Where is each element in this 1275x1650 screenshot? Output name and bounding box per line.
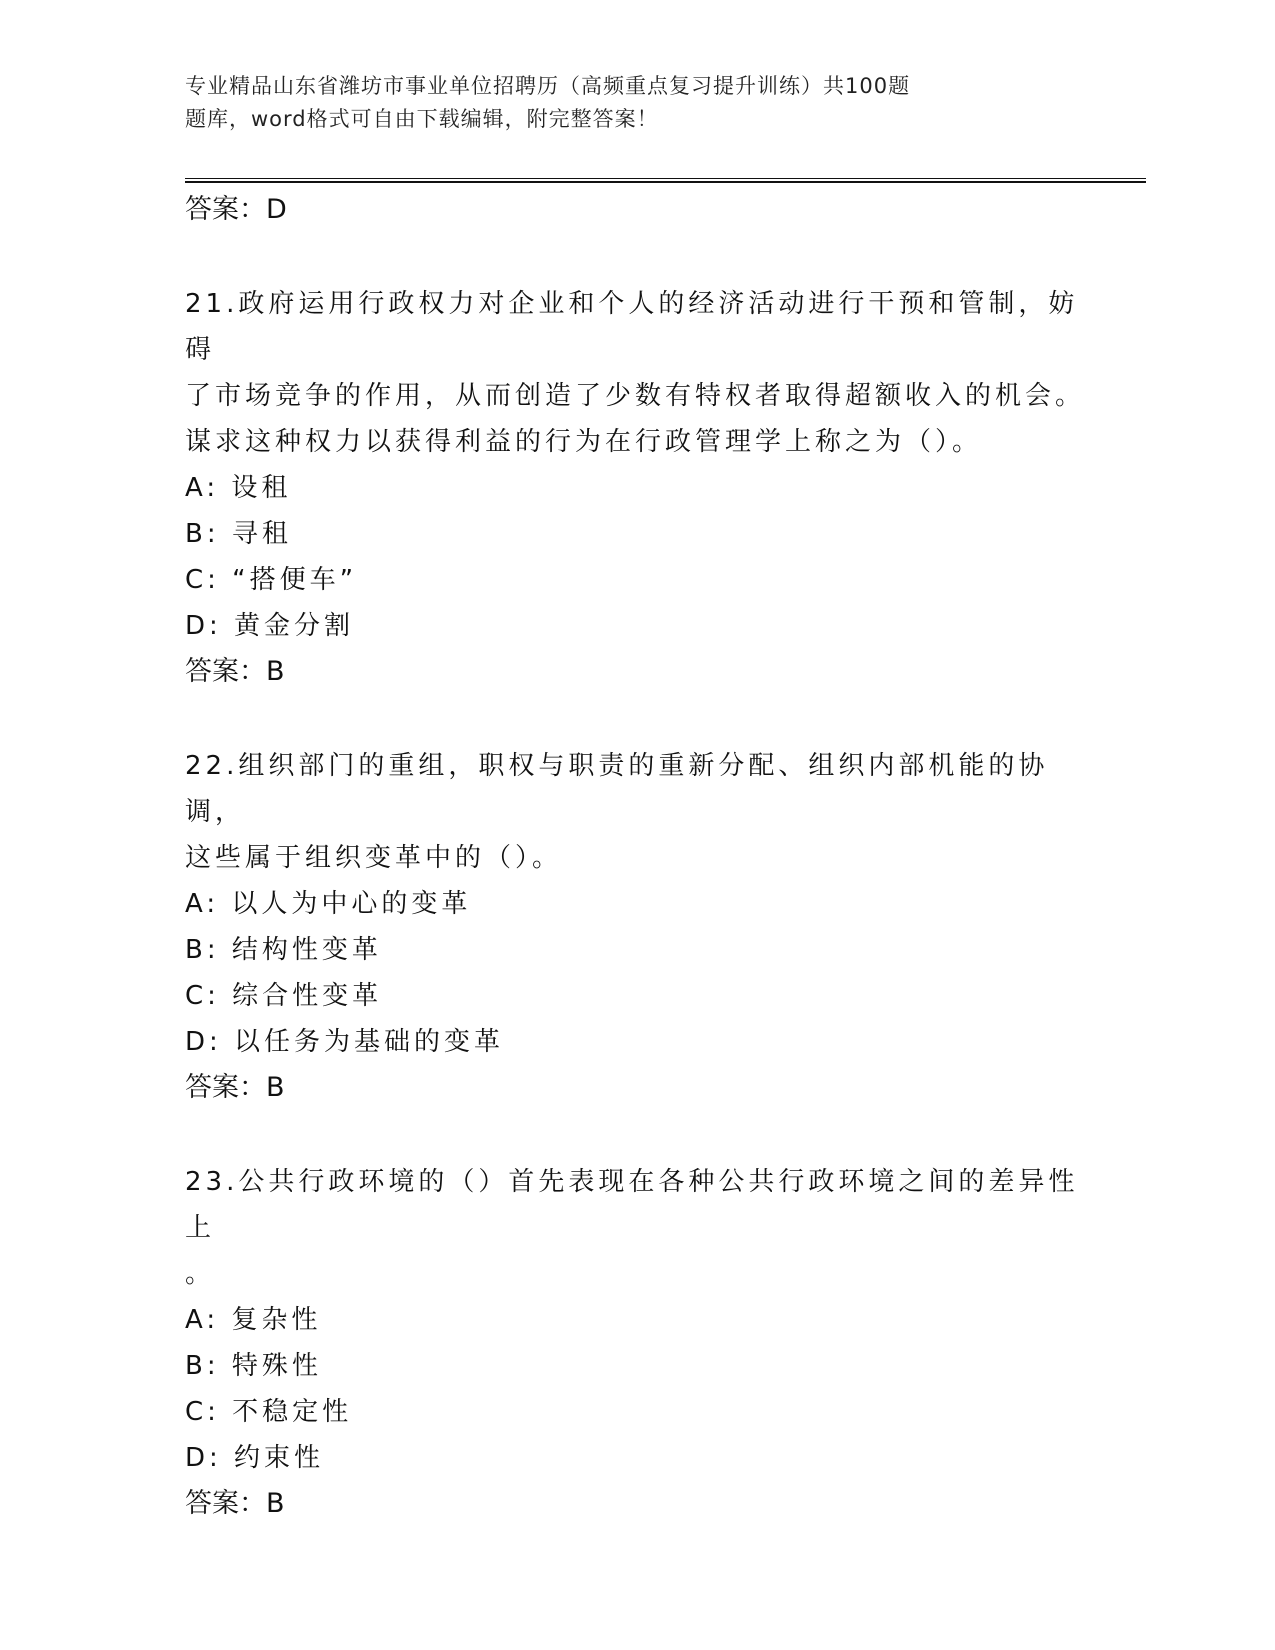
question-stem-line: 了市场竞争的作用，从而创造了少数有特权者取得超额收入的机会。 (185, 381, 1086, 411)
question-22 (185, 743, 1085, 1111)
header-line-2: 题库，word格式可自由下载编辑，附完整答案！ (185, 107, 659, 131)
option-b: B: 寻租 (185, 519, 292, 549)
option-c: C: “搭便车” (185, 565, 358, 595)
answer: 答案：B (185, 1488, 285, 1519)
answer-previous-question: 答案：D (185, 194, 287, 225)
option-d: D: 约束性 (185, 1443, 325, 1473)
header-line-1: 专业精品山东省潍坊市事业单位招聘历（高频重点复习提升训练）共100题 (185, 74, 911, 98)
option-b: B: 结构性变革 (185, 935, 382, 965)
option-a: A: 以人为中心的变革 (185, 889, 472, 919)
answer: 答案：B (185, 656, 285, 687)
option-a: A: 设租 (185, 473, 292, 503)
question-stem-line: 23.公共行政环境的（）首先表现在各种公共行政环境之间的差异性上 (185, 1167, 1079, 1243)
question-23 (185, 1159, 1085, 1527)
question-stem-line: 21.政府运用行政权力对企业和个人的经济活动进行干预和管制，妨碍 (185, 289, 1079, 365)
option-c: C: 不稳定性 (185, 1397, 353, 1427)
header-rule (185, 178, 1146, 183)
question-stem-line: 22.组织部门的重组，职权与职责的重新分配、组织内部机能的协调， (185, 751, 1049, 827)
option-b: B: 特殊性 (185, 1351, 322, 1381)
option-d: D: 以任务为基础的变革 (185, 1027, 505, 1057)
question-stem-line: 。 (185, 1259, 216, 1289)
option-c: C: 综合性变革 (185, 981, 383, 1011)
question-list (185, 281, 1085, 1575)
question-stem-line: 谋求这种权力以获得利益的行为在行政管理学上称之为（）。 (185, 427, 983, 457)
option-d: D: 黄金分割 (185, 611, 355, 641)
document-header (185, 70, 1045, 136)
question-21 (185, 281, 1085, 695)
option-a: A: 复杂性 (185, 1305, 322, 1335)
question-stem-line: 这些属于组织变革中的（）。 (185, 843, 563, 873)
answer: 答案：B (185, 1072, 285, 1103)
